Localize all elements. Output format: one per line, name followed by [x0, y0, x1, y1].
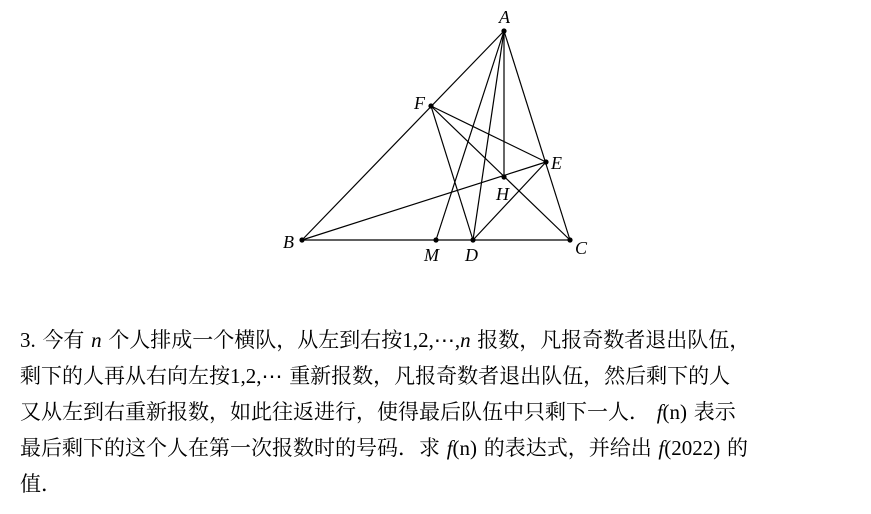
- point-M: [433, 237, 438, 242]
- segment-FE: [431, 106, 546, 162]
- text-segment: 报数，凡报奇数者退出队伍，: [477, 328, 751, 352]
- math-variable-n: n: [91, 328, 102, 352]
- text-segment: 又从左到右重新报数，如此往返进行，使得最后队伍中只剩下一人．: [20, 400, 650, 424]
- math-function-f: f: [446, 436, 453, 460]
- label-D: D: [465, 245, 478, 265]
- math-sequence: 1,2,⋯,: [402, 328, 461, 352]
- problem-line-4: [20, 430, 856, 466]
- problem-line-2: [20, 358, 856, 394]
- text-segment: 的: [726, 436, 748, 460]
- label-H: H: [496, 184, 509, 204]
- point-C: [567, 237, 572, 242]
- point-B: [299, 237, 304, 242]
- point-A: [501, 28, 506, 33]
- problem-number: 3.: [20, 328, 36, 352]
- math-sequence: 1,2,⋯: [230, 364, 283, 388]
- math-function-f: f: [658, 436, 665, 460]
- point-D: [470, 237, 475, 242]
- label-M: M: [424, 245, 439, 265]
- label-B: B: [283, 232, 294, 252]
- label-F: F: [414, 93, 425, 113]
- label-A: A: [499, 7, 510, 27]
- segment-AD: [473, 31, 504, 240]
- label-C: C: [575, 238, 588, 258]
- segment-AM: [436, 31, 504, 240]
- point-F: [428, 103, 433, 108]
- text-segment: 表示: [693, 400, 736, 424]
- text-segment: 剩下的人再从右向左按: [20, 364, 230, 388]
- problem-text: [20, 322, 856, 502]
- text-segment: 重新报数，凡报奇数者退出队伍，然后剩下的人: [289, 364, 731, 388]
- math-variable-n: n: [460, 328, 471, 352]
- math-function-f: f: [656, 400, 663, 424]
- text-segment: 最后剩下的这个人在第一次报数时的号码．求: [20, 436, 440, 460]
- text-segment: 今有: [42, 328, 85, 352]
- problem-line-1: [20, 322, 856, 358]
- text-segment: 值．: [20, 472, 62, 496]
- math-argument: (2022): [664, 436, 721, 460]
- math-argument: (n): [452, 436, 478, 460]
- problem-line-5: [20, 466, 856, 502]
- label-E: E: [551, 153, 562, 173]
- text-segment: 个人排成一个横队，从左到右按: [108, 328, 403, 352]
- problem-line-3: [20, 394, 856, 430]
- text-segment: 的表达式，并给出: [483, 436, 652, 460]
- point-E: [543, 159, 548, 164]
- math-argument: (n): [662, 400, 688, 424]
- segment-AB: [302, 31, 504, 240]
- point-H: [501, 174, 506, 179]
